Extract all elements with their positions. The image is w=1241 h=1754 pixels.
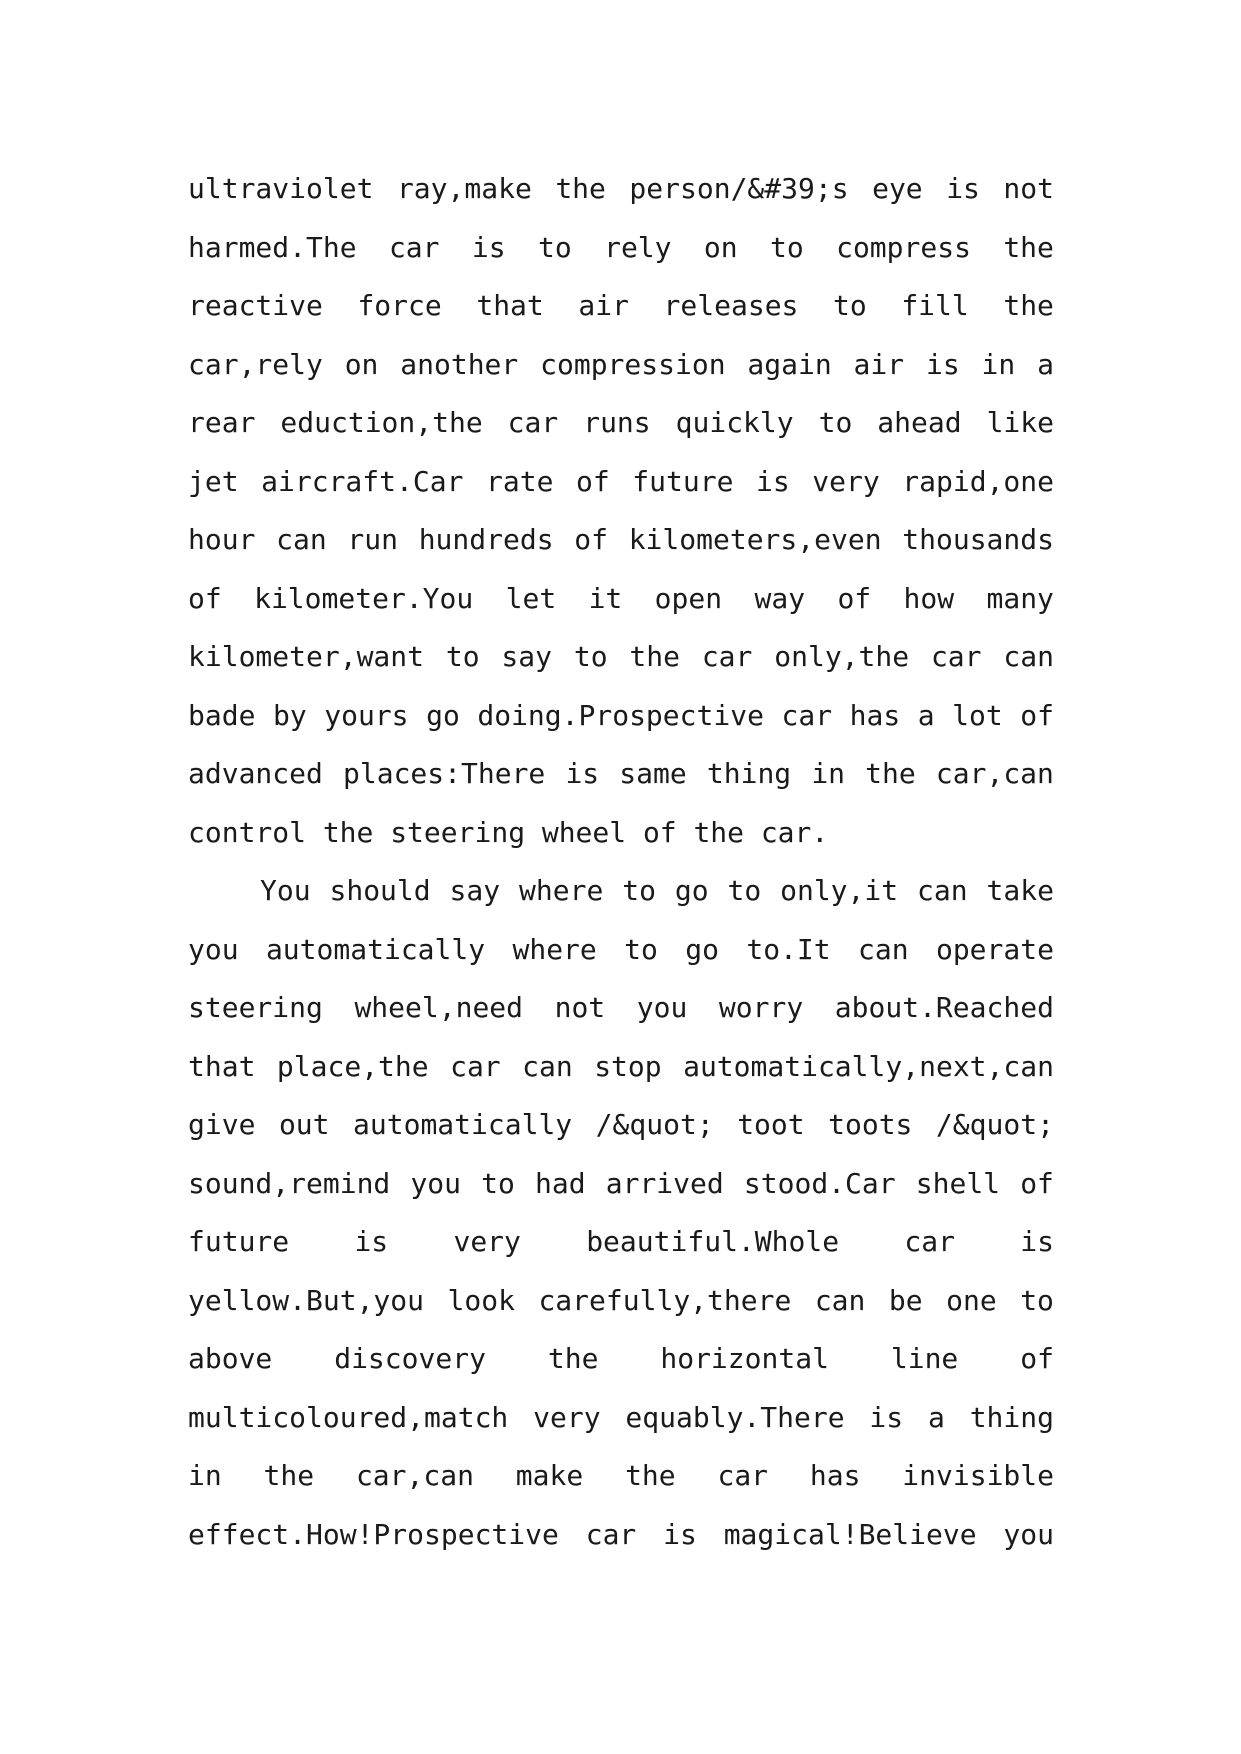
word: let (505, 581, 557, 615)
word: the (263, 1459, 315, 1492)
word: places:There (343, 757, 546, 790)
word: of (188, 581, 222, 615)
word: horizontal (660, 1342, 829, 1375)
paragraph-start-line (188, 862, 1054, 921)
text-line (188, 1506, 1054, 1565)
word: to (770, 230, 804, 264)
word: reactive (188, 289, 323, 322)
word: only,the (774, 640, 910, 673)
word: you (636, 991, 688, 1024)
paragraph-end-line (188, 804, 1054, 863)
word: carefully,there (538, 1283, 792, 1317)
word: one (946, 1283, 997, 1317)
word: of (574, 523, 608, 556)
word: toots (828, 1108, 913, 1141)
word: to (624, 932, 658, 966)
word: to (445, 640, 480, 673)
word: jet (188, 464, 239, 498)
word: automatically,next,can (683, 1049, 1054, 1083)
word: hundreds (418, 523, 554, 556)
word: runs (583, 406, 651, 439)
word: to (538, 230, 572, 264)
word: car (701, 640, 753, 673)
word: operate (935, 932, 1054, 966)
word: on (703, 230, 738, 264)
text-line (188, 1096, 1054, 1155)
word: has (809, 1459, 861, 1492)
word: be (888, 1283, 923, 1317)
text-line (188, 277, 1054, 336)
word: advanced (188, 757, 323, 790)
word: go (426, 698, 460, 732)
word: car. (760, 815, 829, 849)
word: thing (969, 1400, 1054, 1434)
text-line (188, 511, 1054, 570)
word: doing.Prospective (477, 698, 764, 732)
word: multicoloured,match (188, 1400, 509, 1434)
word: run (347, 523, 398, 556)
word: to (818, 406, 853, 439)
word: force (357, 289, 442, 322)
word: stood.Car (743, 1166, 896, 1200)
word: go (674, 874, 709, 907)
word: kilometers,even (628, 523, 882, 556)
word: future (632, 464, 734, 498)
word: control (188, 815, 307, 849)
word: where (512, 932, 597, 966)
word: in (188, 1459, 222, 1492)
word: very (812, 464, 880, 498)
text-line (188, 570, 1054, 629)
word: the (625, 1459, 676, 1492)
text-line (188, 1038, 1054, 1097)
word: very (453, 1225, 521, 1258)
word: ray,make (396, 172, 532, 205)
word: eye (872, 172, 923, 205)
word: the (547, 1342, 599, 1375)
word: compression (540, 347, 726, 381)
text-line (188, 453, 1054, 512)
word: of (837, 581, 872, 615)
word: where (519, 874, 604, 907)
word: steering (188, 991, 323, 1024)
text-line (188, 160, 1054, 219)
word: make (515, 1459, 584, 1492)
text-line (188, 1447, 1054, 1506)
word: rely (604, 230, 672, 264)
word: not (554, 991, 606, 1024)
word: open (654, 581, 723, 615)
word: had (535, 1166, 586, 1200)
word: harmed.The (188, 230, 357, 264)
word: not (1003, 172, 1054, 205)
word: has (849, 698, 901, 732)
word: is (354, 1225, 389, 1258)
word: in (981, 347, 1016, 381)
word: a (1037, 347, 1054, 381)
word: beautiful.Whole (586, 1225, 840, 1258)
word: shell (915, 1166, 1001, 1200)
word: a (927, 1400, 945, 1434)
word: quickly (675, 406, 794, 439)
word: to.It (746, 932, 831, 966)
word: place,the (276, 1049, 429, 1083)
word: bade (188, 698, 256, 732)
word: rear (188, 406, 256, 439)
word: by (272, 698, 307, 732)
word: the (693, 815, 745, 849)
word: kilometer,want (188, 640, 425, 673)
word: in (811, 757, 846, 790)
word: invisible (902, 1459, 1054, 1492)
word: effect.How!Prospective (188, 1517, 559, 1551)
text-line (188, 1155, 1054, 1214)
word: the (865, 757, 916, 790)
word: only,it (780, 874, 899, 907)
word: thing (706, 757, 792, 790)
word: equably.There (625, 1400, 845, 1434)
word: is (663, 1517, 697, 1551)
word: can (858, 932, 909, 966)
word: kilometer.You (254, 581, 474, 615)
word: car (781, 698, 833, 732)
word: many (986, 581, 1054, 615)
word: aircraft.Car (261, 464, 464, 498)
word: again (747, 347, 832, 381)
text-line (188, 394, 1054, 453)
word: you (1003, 1517, 1054, 1551)
word: You (260, 874, 311, 907)
word: of (1020, 1342, 1054, 1375)
word: to (481, 1166, 515, 1200)
word: toot (737, 1108, 805, 1141)
word: ahead (877, 406, 962, 439)
word: is (925, 347, 960, 381)
text-line (188, 219, 1054, 278)
word: is (869, 1400, 904, 1434)
word: worry (718, 991, 804, 1024)
word: stop (594, 1049, 662, 1083)
word: above (188, 1342, 273, 1375)
word: can (917, 874, 968, 907)
word: to (573, 640, 608, 673)
text-line (188, 979, 1054, 1038)
word: that (476, 289, 544, 322)
text-line (188, 921, 1054, 980)
word: is (1020, 1225, 1054, 1258)
text-line (188, 1330, 1054, 1389)
word: rate (486, 464, 554, 498)
word: say (449, 874, 501, 907)
word: you (188, 932, 239, 966)
word: same (619, 757, 687, 790)
word: the (1003, 289, 1054, 322)
text-line (188, 687, 1054, 746)
word: line (890, 1342, 959, 1375)
word: to (833, 289, 867, 322)
word: way (754, 581, 806, 615)
word: a (917, 698, 935, 732)
word: the (322, 815, 374, 849)
word: eduction,the (280, 406, 483, 439)
word: yours (324, 698, 409, 732)
word: car (717, 1459, 769, 1492)
word: the (1003, 230, 1054, 264)
word: automatically (265, 932, 486, 966)
word: can (276, 523, 327, 556)
word: is (471, 230, 506, 264)
word: person/&#39;s (629, 172, 849, 205)
word: can (814, 1283, 866, 1317)
word: the (629, 640, 680, 673)
word: rapid,one (902, 464, 1054, 498)
word: future (188, 1225, 290, 1258)
text-line (188, 1213, 1054, 1272)
word: can (1003, 640, 1054, 673)
word: of (576, 464, 610, 498)
word: of (1020, 698, 1054, 732)
word: magical!Believe (723, 1517, 977, 1551)
word: releases (663, 289, 799, 322)
word: like (986, 406, 1054, 439)
text-line (188, 1272, 1054, 1331)
word: say (501, 640, 552, 673)
word: that (188, 1049, 256, 1083)
text-line (188, 336, 1054, 395)
word: it (588, 581, 623, 615)
text-line (188, 1389, 1054, 1448)
word: automatically (353, 1108, 573, 1141)
word: car (507, 406, 559, 439)
word: car,can (355, 1459, 474, 1492)
word: is (565, 757, 600, 790)
word: fill (901, 289, 969, 322)
word: you (410, 1166, 462, 1200)
word: ultraviolet (188, 172, 374, 205)
word: car (904, 1225, 955, 1258)
word: car (585, 1517, 637, 1551)
word: out (278, 1108, 330, 1141)
word: take (986, 874, 1054, 907)
word: /&quot; (595, 1108, 714, 1141)
word: yellow.But,you (188, 1283, 425, 1317)
body-text (188, 160, 1054, 1564)
word: arrived (605, 1166, 724, 1200)
word: should (329, 874, 431, 907)
word: give (188, 1108, 256, 1141)
word: of (1020, 1166, 1054, 1200)
word: about.Reached (834, 991, 1054, 1024)
word: hour (188, 523, 256, 556)
word: how (903, 581, 955, 615)
word: look (447, 1283, 515, 1317)
word: air (853, 347, 905, 381)
word: thousands (902, 523, 1054, 556)
text-line (188, 745, 1054, 804)
word: car (930, 640, 982, 673)
word: car (450, 1049, 501, 1083)
word: on (344, 347, 379, 381)
word: car,rely (188, 347, 323, 381)
text-line (188, 628, 1054, 687)
word: compress (836, 230, 971, 264)
word: to (727, 874, 762, 907)
word: another (400, 347, 519, 381)
word: is (946, 172, 980, 205)
word: go (685, 932, 719, 966)
word: air (578, 289, 629, 322)
word: very (533, 1400, 601, 1434)
word: can (522, 1049, 573, 1083)
word: is (756, 464, 790, 498)
word: to (622, 874, 656, 907)
word: wheel,need (354, 991, 524, 1024)
word: of (642, 815, 677, 849)
word: the (555, 172, 606, 205)
word: car (388, 230, 440, 264)
word: steering (390, 815, 526, 849)
word: /&quot; (935, 1108, 1054, 1141)
word: discovery (334, 1342, 486, 1375)
word: lot (952, 698, 1003, 732)
word: car,can (935, 757, 1054, 790)
word: to (1020, 1283, 1054, 1317)
word: wheel (541, 815, 627, 849)
word: sound,remind (188, 1166, 391, 1200)
